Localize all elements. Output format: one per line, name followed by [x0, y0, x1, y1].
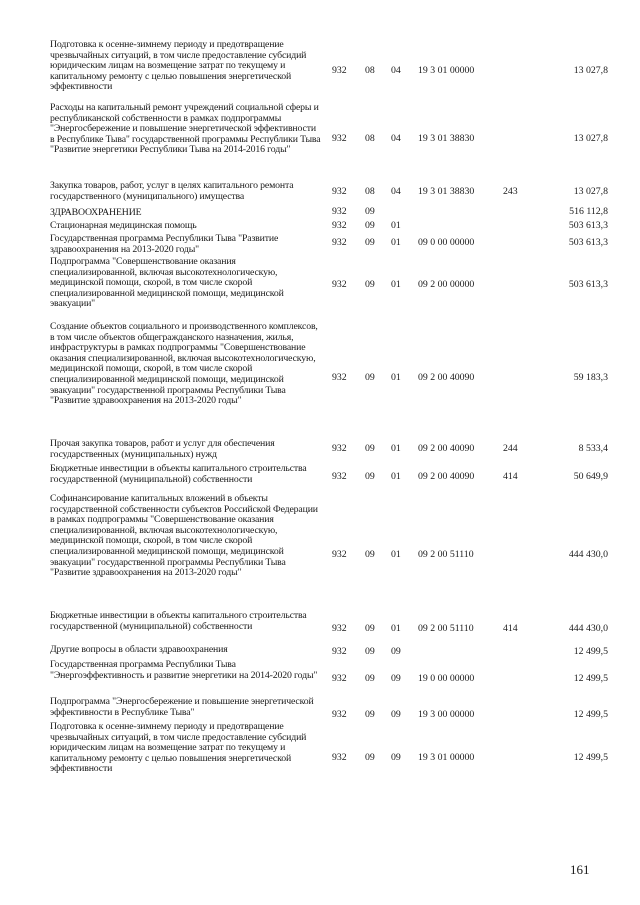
amount: 13 027,8 [573, 133, 608, 144]
subsection-code: 01 [391, 471, 401, 482]
table-row [0, 208, 640, 219]
subsection-code: 09 [391, 752, 401, 763]
table-row [0, 697, 640, 718]
amount: 8 533,4 [578, 443, 608, 454]
subsection-code: 01 [391, 549, 401, 560]
row-description: Государственная программа Республики Тыва "Развитие здравоохранения на 2013-2020 годы" [50, 233, 279, 255]
admin-code: 932 [332, 220, 347, 231]
target-article-code: 09 2 00 40090 [418, 471, 475, 482]
subsection-code: 01 [391, 220, 401, 231]
section-code: 09 [365, 443, 375, 454]
subsection-code: 01 [391, 372, 401, 383]
section-code: 09 [365, 752, 375, 763]
table-row [0, 494, 640, 589]
page-number: 161 [570, 862, 590, 877]
row-description: Государственная программа Республики Тыва "Энергоэффективность и развитие энергетики на 2014-2020 годы" [50, 659, 318, 681]
expense-type-code: 244 [503, 443, 518, 454]
admin-code: 932 [332, 206, 347, 217]
target-article-code: 19 3 01 38830 [418, 133, 475, 144]
target-article-code: 19 3 00 00000 [418, 709, 475, 720]
table-row [0, 221, 640, 232]
expense-type-code: 414 [503, 623, 518, 634]
table-row [0, 257, 640, 310]
row-description: Другие вопросы в области здравоохранения [50, 644, 228, 655]
section-code: 09 [365, 646, 375, 657]
section-code: 09 [365, 372, 375, 383]
subsection-code: 04 [391, 65, 401, 76]
amount: 13 027,8 [573, 65, 608, 76]
section-code: 09 [365, 709, 375, 720]
table-row [0, 439, 640, 460]
amount: 59 183,3 [573, 372, 608, 383]
admin-code: 932 [332, 752, 347, 763]
row-description: Стационарная медицинская помощь [50, 220, 197, 231]
section-code: 09 [365, 673, 375, 684]
expense-type-code: 243 [503, 186, 518, 197]
admin-code: 932 [332, 372, 347, 383]
section-code: 09 [365, 279, 375, 290]
admin-code: 932 [332, 709, 347, 720]
target-article-code: 19 0 00 00000 [418, 673, 475, 684]
table-row [0, 103, 640, 177]
row-description: ЗДРАВООХРАНЕНИЕ [50, 207, 142, 218]
target-article-code: 09 2 00 00000 [418, 279, 475, 290]
amount: 12 499,5 [573, 673, 608, 684]
table-row [0, 464, 640, 496]
section-code: 09 [365, 237, 375, 248]
admin-code: 932 [332, 471, 347, 482]
table-row [0, 660, 640, 692]
admin-code: 932 [332, 646, 347, 657]
row-description: Подпрограмма "Совершенствование оказания специализированной, включая высокотехнологическую, медицинской помощи, скорой, в том числе скорой специализированной медицинской помощи, медицинской эвакуации" [50, 256, 284, 310]
target-article-code: 19 3 01 38830 [418, 186, 475, 197]
admin-code: 932 [332, 443, 347, 454]
subsection-code: 04 [391, 133, 401, 144]
amount: 503 613,3 [568, 220, 608, 231]
subsection-code: 01 [391, 237, 401, 248]
section-code: 08 [365, 65, 375, 76]
amount: 12 499,5 [573, 646, 608, 657]
amount: 516 112,8 [569, 206, 608, 217]
amount: 444 430,0 [568, 623, 608, 634]
target-article-code: 09 0 00 00000 [418, 237, 475, 248]
admin-code: 932 [332, 623, 347, 634]
section-code: 09 [365, 549, 375, 560]
subsection-code: 01 [391, 443, 401, 454]
row-description: Подготовка к осенне-зимнему периоду и предотвращение чрезвычайных ситуаций, в том числе предоставление субсидий юридическим лицам на возмещение затрат по текущему и капитальному ремонту с целью повышения энергетической эффективности [50, 39, 307, 93]
row-description: Подпрограмма "Энергосбережение и повышение энергетической эффективности в Республике Тыва" [50, 696, 314, 718]
target-article-code: 09 2 00 40090 [418, 443, 475, 454]
amount: 12 499,5 [573, 709, 608, 720]
table-row [0, 234, 640, 255]
section-code: 09 [365, 623, 375, 634]
admin-code: 932 [332, 65, 347, 76]
row-description: Подготовка к осенне-зимнему периоду и предотвращение чрезвычайных ситуаций, в том числе предоставление субсидий юридическим лицам на возмещение затрат по текущему и капитальному ремонту с целью повышения энергетической эффективности [50, 721, 307, 775]
admin-code: 932 [332, 279, 347, 290]
row-description: Бюджетные инвестиции в объекты капитального строительства государственной (муниципальной) собственности [50, 463, 307, 485]
amount: 503 613,3 [568, 279, 608, 290]
row-description: Прочая закупка товаров, работ и услуг для обеспечения государственных (муниципальных) нужд [50, 438, 275, 460]
table-row [0, 40, 640, 104]
row-description: Создание объектов социального и производственного комплексов, в том числе объектов общегражданского назначения, жилья, инфраструктуры в рамках подпрограммы "Совершенствование оказания специализированной, включая высокотехнологическую, медицинской помощи, скорой, в том числе скорой специализированной медицинской помощи, медицинской эвакуации" государственной программы Республики Тыва "Развитие здравоохранения на 2013-2020 годы" [50, 321, 318, 407]
section-code: 09 [365, 220, 375, 231]
table-row [0, 722, 640, 786]
row-description: Софинансирование капитальных вложений в объекты государственной собственности субъектов Российской Федерации в рамках подпрограммы "Совершенствование оказания специализированной, включая высокотехнологическую, медицинской помощи, скорой, в том числе скорой специализированной медицинской помощи, медицинской эвакуации" государственной программы Республики Тыва "Развитие здравоохранения на 2013-2020 годы" [50, 493, 318, 579]
amount: 444 430,0 [568, 549, 608, 560]
target-article-code: 09 2 00 40090 [418, 372, 475, 383]
target-article-code: 09 2 00 51110 [418, 549, 474, 560]
table-row [0, 611, 640, 643]
section-code: 09 [365, 206, 375, 217]
admin-code: 932 [332, 186, 347, 197]
section-code: 08 [365, 186, 375, 197]
subsection-code: 09 [391, 646, 401, 657]
expense-type-code: 414 [503, 471, 518, 482]
amount: 50 649,9 [573, 471, 608, 482]
admin-code: 932 [332, 673, 347, 684]
subsection-code: 09 [391, 709, 401, 720]
subsection-code: 04 [391, 186, 401, 197]
target-article-code: 19 3 01 00000 [418, 65, 475, 76]
target-article-code: 19 3 01 00000 [418, 752, 475, 763]
table-row [0, 322, 640, 417]
row-description: Расходы на капитальный ремонт учреждений социальной сферы и республиканской собственности в рамках подпрограммы "Энергосбережение и повышение энергетической эффективности в Республике Тыва" государственной программы Республики Тыва "Развитие энергетики Республики Тыва на 2014-2016 годы" [50, 102, 321, 156]
section-code: 08 [365, 133, 375, 144]
amount: 12 499,5 [573, 752, 608, 763]
amount: 13 027,8 [573, 186, 608, 197]
subsection-code: 01 [391, 623, 401, 634]
subsection-code: 01 [391, 279, 401, 290]
admin-code: 932 [332, 549, 347, 560]
section-code: 09 [365, 471, 375, 482]
table-row [0, 645, 640, 656]
subsection-code: 09 [391, 673, 401, 684]
amount: 503 613,3 [568, 237, 608, 248]
row-description: Закупка товаров, работ, услуг в целях капитального ремонта государственного (муниципального) имущества [50, 180, 294, 202]
target-article-code: 09 2 00 51110 [418, 623, 474, 634]
row-description: Бюджетные инвестиции в объекты капитального строительства государственной (муниципальной) собственности [50, 610, 307, 632]
admin-code: 932 [332, 237, 347, 248]
admin-code: 932 [332, 133, 347, 144]
